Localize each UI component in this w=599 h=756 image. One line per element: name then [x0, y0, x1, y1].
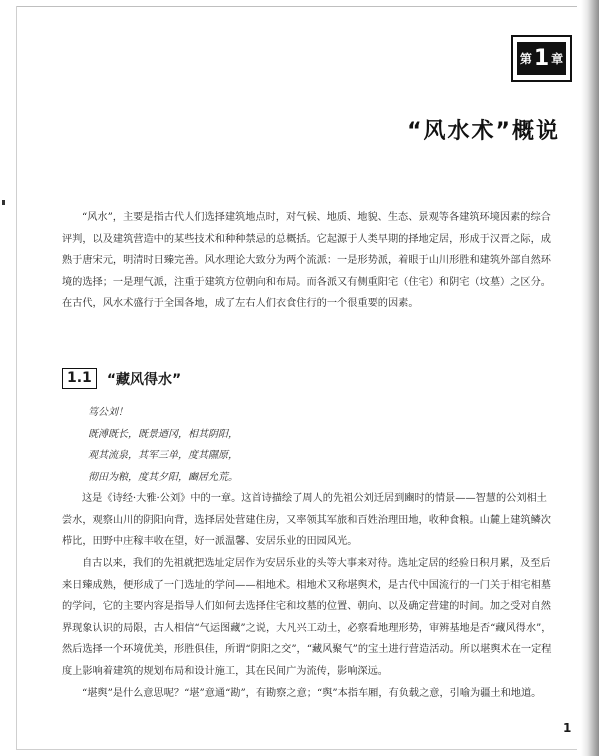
margin-mark: [2, 200, 5, 205]
body-paragraph: 自古以来，我们的先祖就把选址定居作为安居乐业的头等大事来对待。选址定居的经验日积月累，及至后来日臻成熟，便形成了一门选址的学问——相地术。相地术又称堪舆术，是古代中国流行的一门关于相宅相墓的学问，它的主要内容是指导人们如何去选择住宅和坟墓的位置、朝向、以及确定营建的时间。加之受对自然界现象认识的局限，古人相信“气运图藏”之说，大凡兴工动土，必察看地理形势，审辨基地是否“藏风得水”，然后选择一个环境优美，形胜俱佳，所谓“阴阳之交”，“藏风聚气”的宝土进行营造活动。所以堪舆术在一定程度上影响着建筑的规划布局和设计施工，其在民间广为流传，影响深远。: [62, 558, 552, 677]
poem-line: 彻田为粮，度其夕阳，豳居允荒。: [88, 471, 238, 483]
body-paragraph: 这是《诗经·大雅·公刘》中的一章。这首诗描绘了周人的先祖公刘迁居到豳时的情景——智慧的公刘相土尝水，观察山川的阴阳向背，选择居处营建住房，又率领其军旅和百姓治理田地，收种食粮。山麓上建筑鳞次栉比，田野中庄稼丰收在望，好一派温馨、安居乐业的田园风光。: [62, 493, 551, 547]
page-number: 1: [563, 721, 572, 735]
chapter-number: 1: [533, 46, 550, 71]
intro-paragraph: “风水”，主要是指古代人们选择建筑地点时，对气候、地质、地貌、生态、景观等各建筑环境因素的综合评判，以及建筑营造中的某些技术和种种禁忌的总概括。它起源于人类早期的择地定居，形成于汉晋之际，成熟于唐宋元，明清时日臻完善。风水理论大致分为两个流派：一是形势派，着眼于山川形胜和建筑外部自然环境的选择；一是理气派，注重于建筑方位朝向和布局。而各派又有侧重阳宅（住宅）和阴宅（坟墓）之区分。在古代，风水术盛行于全国各地，成了左右人们衣食住行的一个很重要的因素。: [62, 212, 551, 309]
chapter-badge: [511, 35, 572, 82]
section-heading: [62, 368, 181, 389]
body-paragraph: “堪舆”是什么意思呢？“堪”意通“勘”，有勘察之意；“舆”本指车厢，有负载之意，引喻为疆土和地道。: [82, 688, 542, 699]
chapter-suffix: 章: [551, 52, 564, 66]
scan-border-top: [16, 6, 577, 7]
page-edge-shadow: [581, 0, 599, 756]
section-title: “藏风得水”: [106, 371, 182, 388]
chapter-badge-label: [517, 42, 566, 75]
section-number: 1.1: [62, 368, 97, 389]
poem-line: 既溥既长，既景迺冈，相其阴阳，: [88, 428, 238, 440]
chapter-title: “风水术”概说: [407, 119, 560, 144]
poem-block: [88, 402, 238, 488]
scan-border-bottom: [16, 749, 577, 750]
scan-border-left: [16, 6, 17, 750]
chapter-prefix: 第: [519, 52, 532, 66]
poem-line: 观其流泉，其军三单，度其隰原，: [88, 450, 238, 461]
poem-line: 笃公刘！: [88, 407, 128, 418]
